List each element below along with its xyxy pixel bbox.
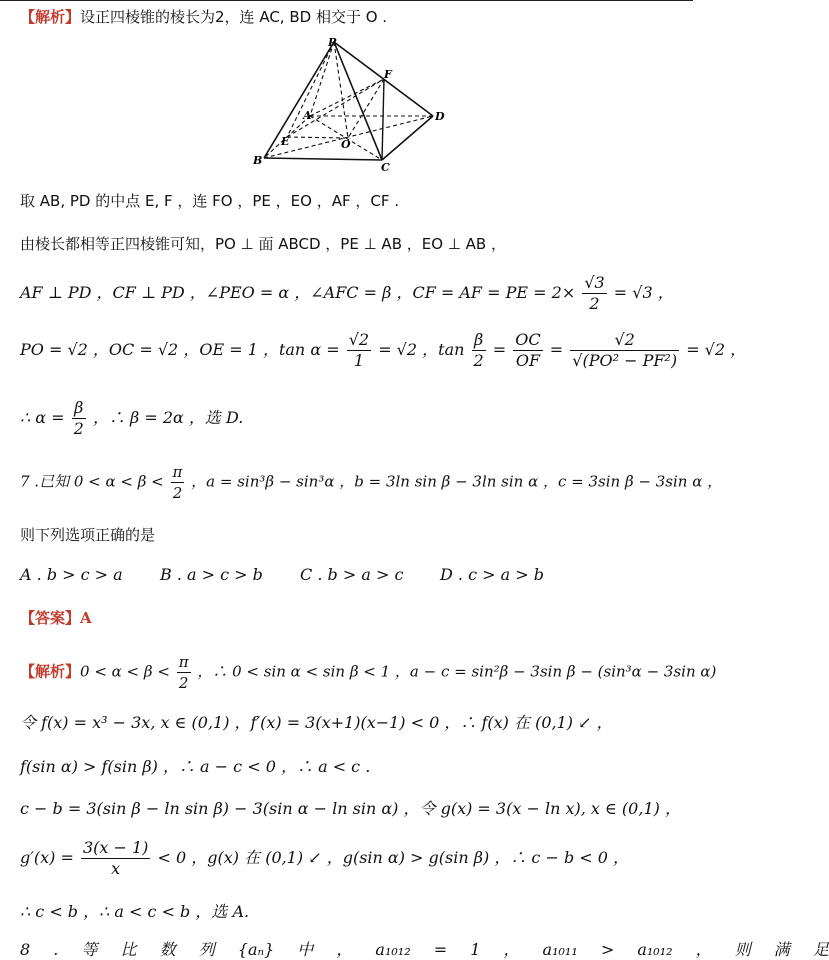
- q6-line5d: =: [549, 340, 564, 359]
- pyramid-figure: [245, 34, 445, 174]
- q7-stem-frac: [171, 462, 185, 503]
- segment-CF: [382, 79, 384, 160]
- frac-den: 1: [353, 351, 364, 370]
- label-D: D: [435, 110, 445, 123]
- label-A: A: [303, 109, 312, 122]
- segment-PO: [334, 42, 348, 138]
- option-b: B . a > c > b: [160, 565, 263, 584]
- frac-num: β: [472, 330, 486, 351]
- q7-sol5a: g′(x) =: [20, 848, 74, 867]
- frac-num: √2: [570, 330, 679, 351]
- label-P: P: [328, 36, 337, 49]
- option-d: D . c > a > b: [440, 565, 544, 584]
- q6-line5a: PO = √2 ，OC = √2 ，OE = 1 ，tan α =: [20, 340, 340, 359]
- q7-sol3: f(sin α) > f(sin β) ，∴ a − c < 0 ，∴ a < c .: [20, 757, 371, 776]
- frac-num: π: [172, 463, 183, 481]
- q6-line4-frac: [582, 273, 606, 314]
- option-c: C . b > a > c: [300, 565, 404, 584]
- q6-line5-frac1: [347, 330, 371, 371]
- frac-den: x: [111, 859, 121, 878]
- answer-tag: 【答案】: [20, 609, 81, 627]
- frac-den: 2: [473, 351, 484, 370]
- q6-line4: [20, 273, 674, 314]
- q6-line6b: ，∴ β = 2α ，选 D.: [92, 408, 244, 427]
- q6-line6a: ∴ α =: [20, 408, 65, 427]
- q7-stem-a: 7 .已知 0 < α < β <: [20, 472, 164, 491]
- label-E: E: [281, 135, 290, 148]
- frac-num: √2: [348, 330, 370, 349]
- frac-num: OC: [515, 330, 541, 349]
- top-rule: [0, 0, 693, 1]
- frac-num: π: [178, 653, 189, 671]
- q6-line5c: =: [492, 340, 507, 359]
- q6-line5-frac3: [513, 330, 542, 371]
- frac-den: 2: [172, 484, 183, 502]
- q8-stem: 8 . 等 比 数 列 {aₙ} 中 ， a₁₀₁₂ = 1 ， a₁₀₁₁ > a₁₀₁₂ ， 则 满 足: [20, 940, 829, 959]
- q7-sol2: 令 f(x) = x³ − 3x, x ∈ (0,1) ，f′(x) = 3(x+1)(x−1) < 0 ，∴ f(x) 在 (0,1) ↙ ，: [20, 713, 613, 732]
- answer-value: A: [80, 609, 92, 627]
- edge-PB: [264, 42, 334, 158]
- q7-stem2: 则下列选项正确的是: [20, 526, 156, 544]
- q6-line3: 由棱长都相等正四棱锥可知，PO ⊥ 面 ABCD ，PE ⊥ AB ，EO ⊥ AB ，: [20, 235, 506, 253]
- solution-tag: 【解析】: [20, 8, 81, 26]
- label-O: O: [341, 138, 351, 151]
- q6-line5-frac2: [472, 330, 486, 371]
- frac-num: √3: [584, 273, 605, 292]
- q7-sol1a: 0 < α < β <: [80, 662, 170, 681]
- label-C: C: [381, 161, 390, 174]
- edge-BC: [264, 158, 382, 160]
- q6-line4b: = √3 ，: [613, 283, 674, 302]
- q6-line6: [20, 398, 243, 439]
- frac-den: 2: [73, 419, 84, 438]
- segment-EO: [287, 137, 348, 138]
- q7-sol6: ∴ c < b ，∴ a < c < b ，选 A.: [20, 902, 250, 921]
- q7-sol1-frac: [177, 652, 191, 693]
- q7-sol1b: ，∴ 0 < sin α < sin β < 1 ，a − c = sin²β − 3sin β − (sin³α − 3sin α): [197, 662, 717, 681]
- segment-PE: [287, 42, 334, 137]
- q7-stem: [20, 462, 722, 503]
- q7-sol4: c − b = 3(sin β − ln sin β) − 3(sin α − ln sin α) ，令 g(x) = 3(x − ln x), x ∈ (0,1) ，: [20, 799, 681, 818]
- frac-den: OF: [515, 351, 541, 370]
- q7-sol5-frac: [81, 838, 150, 879]
- frac-num: β: [72, 398, 86, 419]
- q6-line5b: = √2 ，tan: [378, 340, 465, 359]
- q7-answer-line: [20, 607, 92, 628]
- q7-sol5b: < 0 ，g(x) 在 (0,1) ↙ ，g(sin α) > g(sin β) ，∴ c − b < 0 ，: [157, 848, 630, 867]
- q6-line5: [20, 330, 746, 371]
- q7-sol5: [20, 838, 629, 879]
- q7-sol1: [20, 652, 716, 693]
- q6-line5-frac4: [570, 330, 679, 371]
- edge-PA: [310, 42, 334, 116]
- q6-line6-frac: [72, 398, 86, 439]
- frac-den: 2: [589, 294, 600, 313]
- label-B: B: [253, 154, 263, 167]
- q7-stem-b: ，a = sin³β − sin³α ，b = 3ln sin β − 3ln sin α ，c = 3sin β − 3sin α ，: [191, 472, 723, 491]
- frac-den: √(PO² − PF²): [572, 351, 678, 370]
- option-a: A . b > c > a: [20, 565, 123, 584]
- solution-tag-2: 【解析】: [20, 662, 81, 681]
- q6-line2: 取 AB, PD 的中点 E, F ，连 FO ，PE ，EO ，AF ，CF .: [20, 192, 400, 210]
- label-F: F: [384, 68, 392, 81]
- q6-intro: 设正四棱锥的棱长为2，连 AC, BD 相交于 O .: [80, 8, 388, 26]
- q6-line5e: = √2 ，: [686, 340, 747, 359]
- frac-den: 2: [178, 674, 189, 692]
- q6-intro-line: [20, 6, 387, 27]
- q6-line4a: AF ⊥ PD ，CF ⊥ PD ，∠PEO = α ，∠AFC = β ，CF = AF = PE = 2×: [20, 283, 576, 302]
- frac-num: 3(x − 1): [82, 838, 149, 857]
